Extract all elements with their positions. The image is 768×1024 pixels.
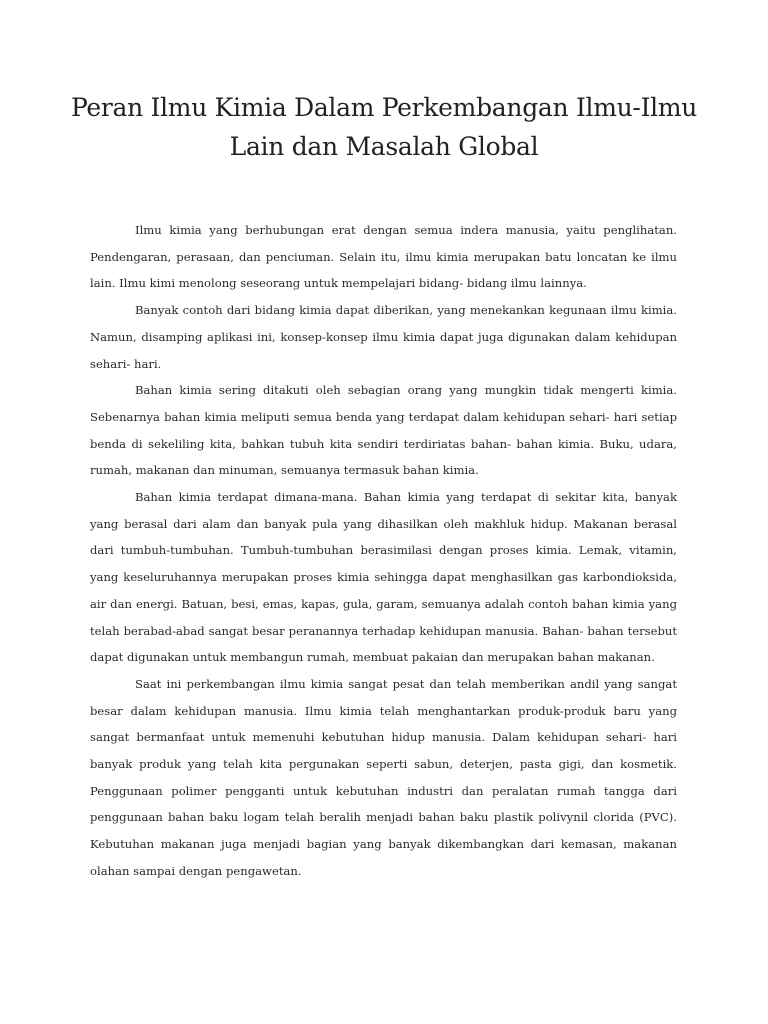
document-title: Peran Ilmu Kimia Dalam Perkembangan Ilmu-Ilmu Lain dan Masalah Global (70, 93, 698, 161)
paragraph: Bahan kimia sering ditakuti oleh sebagian orang yang mungkin tidak mengerti kimia. Sebenarnya bahan kimia meliputi semua benda yang terdapat dalam kehidupan sehari- hari setiap benda di sekeliling kita, bahkan tubuh kita sendiri terdiriatas bahan- bahan kimia. Buku, udara, rumah, makanan dan minuman, semuanya termasuk bahan kimia. (90, 383, 677, 478)
paragraph: Ilmu kimia yang berhubungan erat dengan semua indera manusia, yaitu penglihatan. Pendengaran, perasaan, dan penciuman. Selain itu, ilmu kimia merupakan batu loncatan ke ilmu lain. Ilmu kimi menolong seseorang untuk mempelajari bidang- bidang ilmu lainnya. (90, 223, 677, 291)
document-body (90, 217, 677, 885)
paragraph: Saat ini perkembangan ilmu kimia sangat pesat dan telah memberikan andil yang sangat besar dalam kehidupan manusia. Ilmu kimia telah menghantarkan produk-produk baru yang sangat bermanfaat untuk memenuhi kebutuhan hidup manusia. Dalam kehidupan sehari- hari banyak produk yang telah kita pergunakan seperti sabun, deterjen, pasta gigi, dan kosmetik. Penggunaan polimer pengganti untuk kebutuhan industri dan peralatan rumah tangga dari penggunaan bahan baku logam telah beralih menjadi bahan baku plastik polivynil clorida (PVC). Kebutuhan makanan juga menjadi bagian yang banyak dikembangkan dari kemasan, makanan olahan sampai dengan pengawetan. (90, 676, 677, 878)
paragraph: Bahan kimia terdapat dimana-mana. Bahan kimia yang terdapat di sekitar kita, banyak yang berasal dari alam dan banyak pula yang dihasilkan oleh makhluk hidup. Makanan berasal dari tumbuh-tumbuhan. Tumbuh-tumbuhan berasimilasi dengan proses kimia. Lemak, vitamin, yang keseluruhannya merupakan proses kimia sehingga dapat menghasilkan gas karbondioksida, air dan energi. Batuan, besi, emas, kapas, gula, garam, semuanya adalah contoh bahan kimia yang telah berabad-abad sangat besar peranannya terhadap kehidupan manusia. Bahan- bahan tersebut dapat digunakan untuk membangun rumah, membuat pakaian dan merupakan bahan makanan. (90, 490, 677, 665)
paragraph: Banyak contoh dari bidang kimia dapat diberikan, yang menekankan kegunaan ilmu kimia. Namun, disamping aplikasi ini, konsep-konsep ilmu kimia dapat juga digunakan dalam kehidupan sehari- hari. (90, 303, 677, 371)
